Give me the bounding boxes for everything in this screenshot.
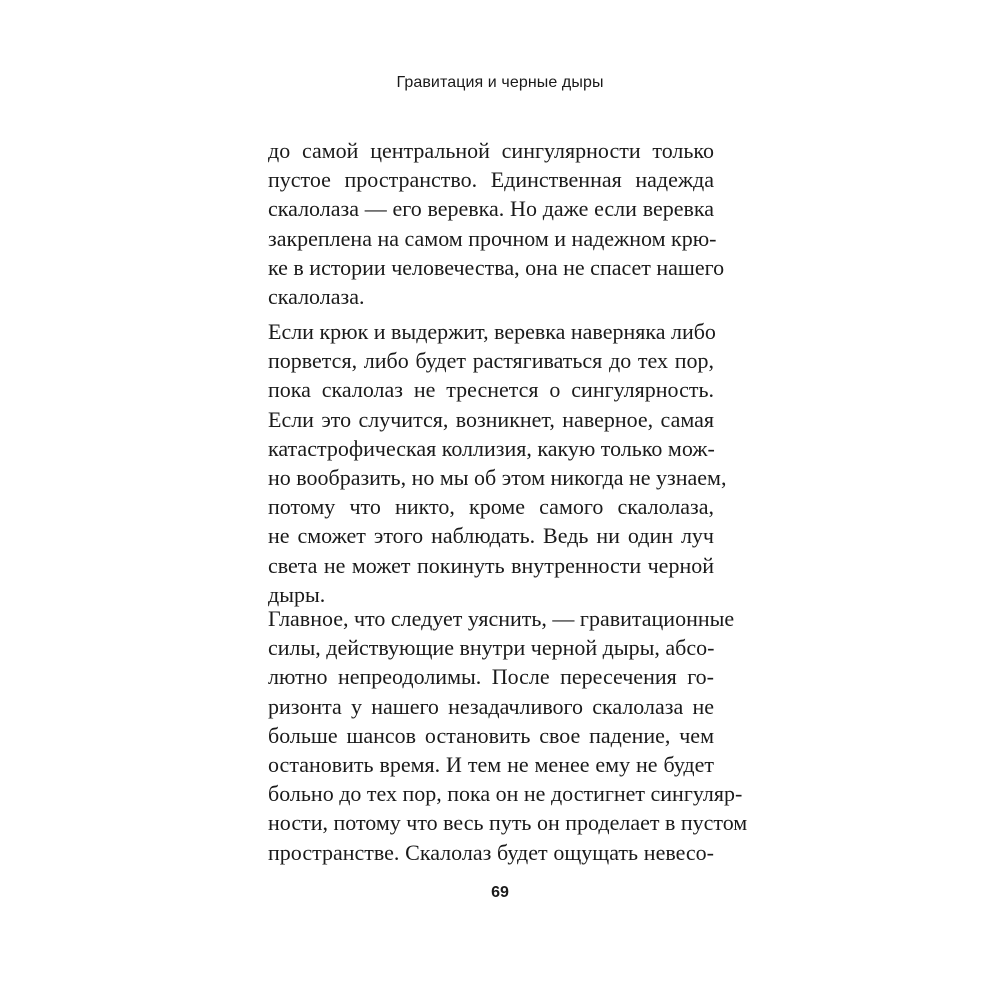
- text-line: пространстве. Скалолаз будет ощущать невесо-: [268, 839, 714, 865]
- text-line: скалолаза — его веревка. Но даже если веревка: [268, 196, 714, 222]
- paragraph-3: [268, 604, 748, 867]
- text-line: лютно непреодолимы. После пересечения го-: [268, 664, 714, 690]
- text-line: закреплена на самом прочном и надежном крю-: [268, 225, 717, 251]
- text-line: порвется, либо будет растягиваться до тех пор,: [268, 348, 714, 374]
- text-line: скалолаза.: [268, 284, 365, 310]
- text-line: дыры.: [268, 581, 326, 607]
- text-line: катастрофическая коллизия, какую только мож-: [268, 435, 715, 461]
- paragraph-2: [268, 317, 727, 609]
- text-line: до самой центральной сингулярности только: [268, 138, 714, 163]
- text-line: не сможет этого наблюдать. Ведь ни один луч: [268, 523, 714, 549]
- text-line: больше шансов остановить свое падение, чем: [268, 722, 714, 748]
- text-line: но вообразить, но мы об этом никогда не узнаем,: [268, 465, 727, 491]
- paragraph-1: [268, 136, 725, 311]
- text-line: Если крюк и выдержит, веревка наверняка либо: [268, 319, 716, 344]
- running-head-title: Гравитация и черные дыры: [396, 74, 604, 91]
- page-number: 69: [491, 884, 509, 901]
- text-line: Главное, что следует уяснить, — гравитационные: [268, 606, 735, 631]
- text-line: ке в истории человечества, она не спасет нашего: [268, 254, 725, 280]
- text-line: силы, действующие внутри черной дыры, абсо-: [268, 635, 715, 661]
- text-line: пока скалолаз не треснется о сингулярность.: [268, 377, 714, 403]
- text-line: ризонта у нашего незадачливого скалолаза не: [268, 693, 714, 719]
- text-line: Если это случится, возникнет, наверное, самая: [268, 406, 714, 432]
- text-line: больно до тех пор, пока он не достигнет сингуляр-: [268, 781, 743, 807]
- text-line: потому что никто, кроме самого скалолаза,: [268, 494, 714, 520]
- text-line: света не может покинуть внутренности черной: [268, 552, 714, 578]
- text-line: ности, потому что весь путь он проделает в пустом: [268, 810, 748, 836]
- text-line: пустое пространство. Единственная надежда: [268, 167, 714, 193]
- text-line: остановить время. И тем не менее ему не будет: [268, 752, 714, 778]
